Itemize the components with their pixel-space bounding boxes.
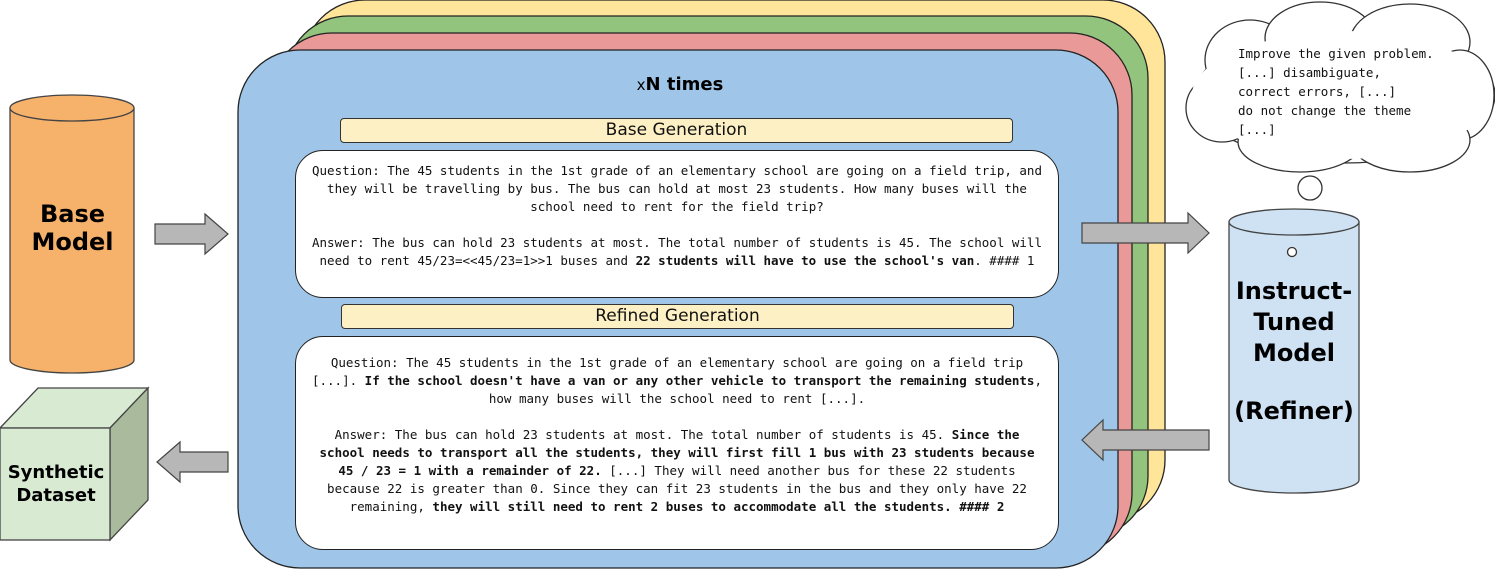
refiner-name-line1: Instruct- [1235,277,1353,305]
refiner-name-line3: Model [1252,339,1336,367]
thought-dot-small [1288,248,1297,257]
base-generation-header: Base Generation [340,118,1013,143]
base-generation-box [295,150,1059,298]
refined-generation-box [295,336,1059,550]
base-answer-plain: Answer: The bus can hold 23 students at most. The total number of students is 45. The school will need to rent 45/23=<<45/23=1>>1 buses and [312,235,1042,268]
refined-question-highlight: If the school doesn't have a van or any other vehicle to transport the remaining students [364,373,1035,388]
refiner-name-line2: Tuned [1253,308,1335,336]
refined-answer-plain-2: [...] They will need another bus for these 22 students because 22 is greater than 0. Since they can fit 23 students in the bus and they only have 22 remaining, [327,463,1027,514]
refined-answer-plain-1: Answer: The bus can hold 23 students at most. The total number of students is 45. [334,427,952,442]
refiner-name [1228,276,1360,369]
arrow-loop-to-dataset [157,442,228,482]
base-answer [310,234,1044,270]
loop-title-text: N times [645,74,724,95]
thought-dot-large [1298,176,1322,200]
refined-generation-header: Refined Generation [341,304,1014,329]
refined-question [310,354,1044,408]
thought-line: correct errors, [...] [1238,84,1397,99]
thought-bubble-text [1238,44,1478,139]
refined-answer-highlight-2: they will still need to rent 2 buses to accommodate all the students. #### 2 [432,499,1005,514]
refined-question-plain-2: , how many buses will the school need to rent [...]. [488,373,1042,406]
loop-prefix: x [636,76,646,94]
refined-question-plain-1: Question: The 45 students in the 1st grade of an elementary school are going on a field trip [...]. [311,355,1024,388]
thought-line: do not change the theme [1238,103,1412,118]
thought-line: Improve the given problem. [1238,46,1434,61]
base-answer-highlight: 22 students will have to use the school's van [635,253,975,268]
dataset-label-line1: Synthetic [7,462,105,483]
thought-line: [...] [1238,122,1276,137]
base-answer-end: . #### 1 [974,253,1035,268]
refiner-role: (Refiner) [1234,397,1354,425]
base-model-label [10,200,135,257]
refined-answer-highlight-1: Since the school needs to transport all the students, they will first fill 1 bus with 23 students because 45 / 23 = 1 with a remainder of 22. [319,427,1035,478]
thought-line: [...] disambiguate, [1238,65,1381,80]
base-model-label-line2: Model [31,228,114,257]
arrow-base-to-loop [155,214,228,254]
loop-title [240,74,1120,95]
base-model-label-line1: Base [39,200,106,228]
dataset-label-line2: Dataset [16,485,96,506]
base-question: Question: The 45 students in the 1st grade of an elementary school are going on a field trip, and they will be travelling by bus. The bus can hold at most 23 students. How many buses will the school need to rent for the field trip? [312,163,1042,214]
dataset-label [2,461,110,507]
refined-answer [310,426,1044,516]
